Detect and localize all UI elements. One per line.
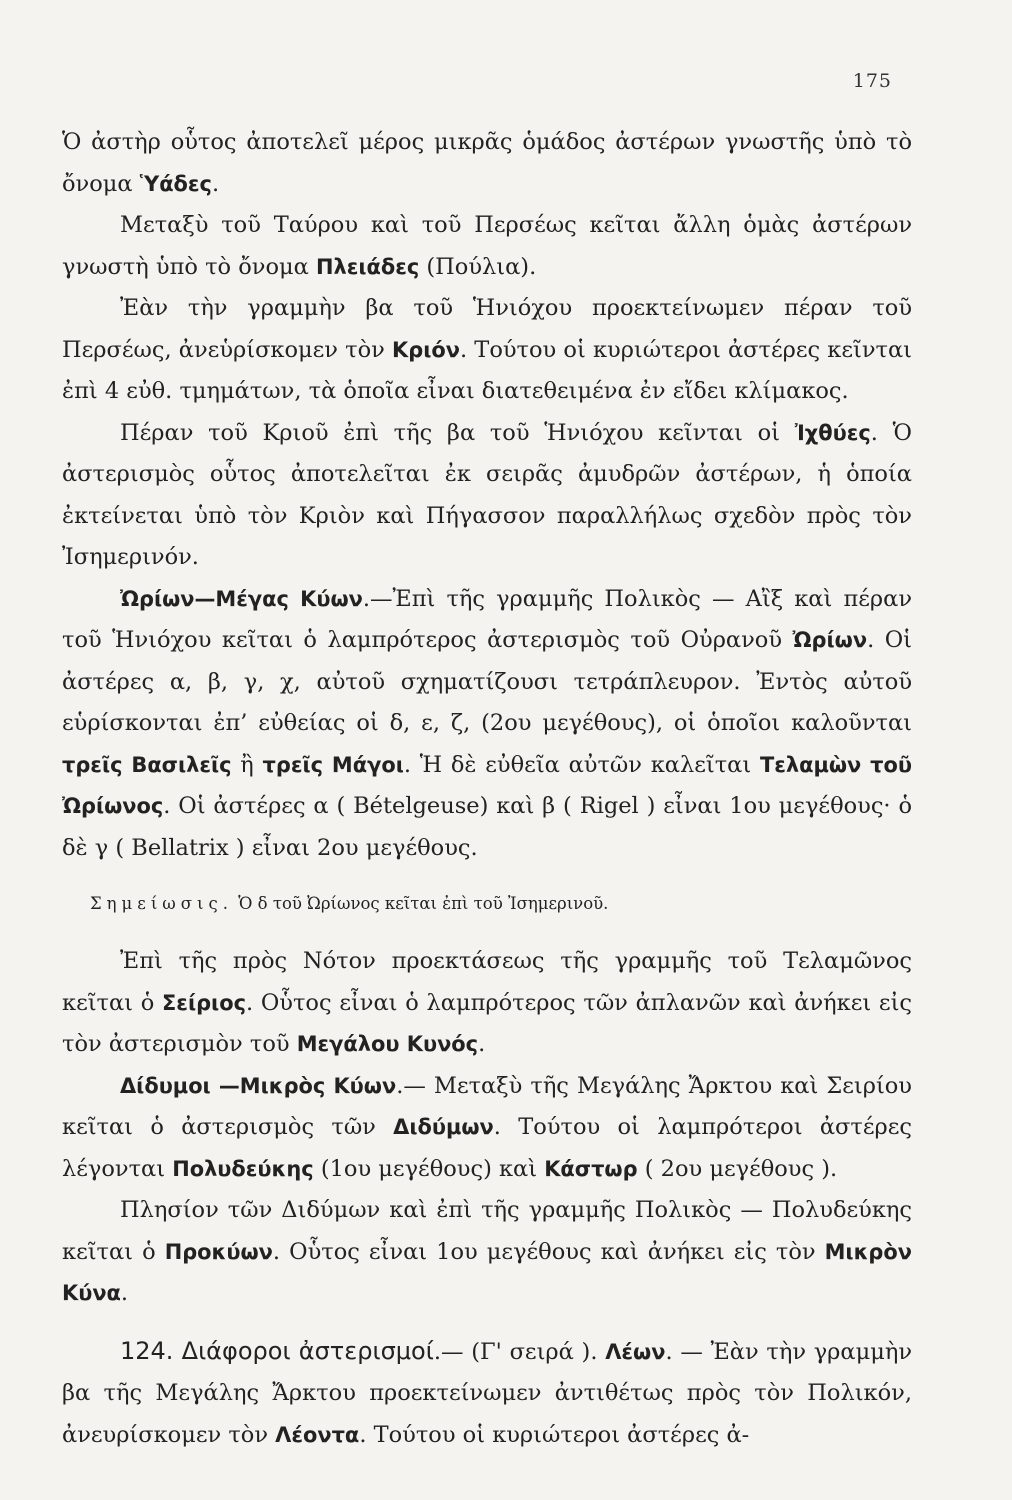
bold-term: Κάστωρ: [544, 1156, 638, 1181]
section-heading: 124. Διάφοροι ἀστερισμοί: [120, 1336, 434, 1365]
bold-term: Διδύμων: [393, 1115, 494, 1139]
text-run: . Οἱ ἀστέρες α, β, γ, χ, αὐτοῦ σχηματίζουσι τετράπλευρον. Ἐντὸς αὐτοῦ εὑρίσκονται ἐπ’ εὐθείας οἱ δ, ε, ζ, (2ου μεγέθους), οἱ ὁποῖοι καλοῦνται: [62, 627, 912, 736]
paragraph: [62, 941, 912, 1066]
bold-term: Πολυδεύκης: [172, 1156, 314, 1181]
text-run: . — Ἐὰν τὴν γραμμὴν βα τῆς Μεγάλης Ἄρκτου προεκτείνωμεν ἀντιθέτως πρὸς τὸν Πολικόν, ἀνευρίσκομεν τὸν: [62, 1338, 912, 1448]
bold-term: Μικρὸν Κύνα: [62, 1239, 912, 1305]
text-run: Μεταξὺ τοῦ Ταύρου καὶ τοῦ Περσέως κεῖται ἄλλη ὁμὰς ἀστέρων γνωστὴ ὑπὸ τὸ ὄνομα: [62, 212, 912, 280]
bold-term: Ὠρίων—Μέγας Κύων: [120, 586, 363, 611]
bold-term: τρεῖς Μάγοι: [262, 752, 404, 777]
bold-term: Κριόν: [392, 337, 460, 362]
bold-term: Πλειάδες: [315, 254, 420, 279]
bold-term: Δίδυμοι —Μικρὸς Κύων: [120, 1073, 397, 1098]
paragraph: [62, 122, 912, 205]
bold-term: Σείριος: [162, 990, 246, 1015]
text-run: Ὁ δ τοῦ Ὠρίωνος κεῖται ἐπὶ τοῦ Ἰσημερινοῦ.: [232, 894, 609, 913]
text-run: .—Ἐπὶ τῆς γραμμῆς Πολικὸς — Αἲξ καὶ πέραν τοῦ Ἡνιόχου κεῖται ὁ λαμπρότερος ἀστερισμὸς τοῦ Οὐρανοῦ: [62, 585, 912, 653]
paragraph: [62, 1331, 912, 1457]
text-run: . Τούτου οἱ κυριώτεροι ἀστέρες ἀ-: [359, 1421, 750, 1448]
bold-term: Λέοντα: [275, 1422, 360, 1447]
text-run: . Τούτου οἱ κυριώτεροι ἀστέρες κεῖνται ἐπὶ 4 εὐθ. τμημάτων, τὰ ὁποῖα εἶναι διατεθειμένα ἐν εἴδει κλίμακος.: [62, 336, 912, 404]
paragraph: [62, 413, 912, 579]
page-number: 175: [852, 70, 892, 92]
text-run: .: [478, 1031, 486, 1057]
text-run: (1ου μεγέθους) καὶ: [313, 1155, 545, 1182]
paragraph: [62, 1066, 912, 1191]
bold-term: τρεῖς Βασιλεῖς: [62, 752, 232, 777]
note-paragraph: [62, 889, 912, 919]
text-run: . Οὗτος εἶναι 1ου μεγέθους καὶ ἀνήκει εἰς τὸν: [272, 1238, 825, 1265]
bold-term: Ὠρίων: [792, 628, 868, 652]
text-run: Ἐὰν τὴν γραμμὴν βα τοῦ Ἡνιόχου προεκτείνωμεν πέραν τοῦ Περσέως, ἀνεὑρίσκομεν τὸν: [62, 295, 912, 363]
text-run: Πέραν τοῦ Κριοῦ ἐπὶ τῆς βα τοῦ Ἡνιόχου κεῖνται οἱ: [120, 419, 795, 446]
text-run: . Οἱ ἀστέρες α ( Bételgeuse) καὶ β ( Rigel ) εἶναι 1ου μεγέθους· ὁ δὲ γ ( Bellatrix ) εἶναι 2ου μεγέθους.: [62, 793, 912, 861]
paragraph: [62, 1190, 912, 1315]
body-text: [62, 122, 912, 1456]
text-run: ( 2ου μεγέθους ).: [637, 1155, 838, 1182]
text-run: Ἐπὶ τῆς πρὸς Νότον προεκτάσεως τῆς γραμμῆς τοῦ Τελαμῶνος κεῖται ὁ: [62, 948, 912, 1016]
bold-term: Τελαμὼν τοῦ Ὠρίωνος: [62, 752, 912, 818]
bold-term: Ὑάδες: [139, 171, 212, 196]
text-run: .— (Γ' σειρά ).: [433, 1338, 606, 1365]
bold-term: Ἰχθύες: [794, 420, 871, 445]
paragraph: [62, 205, 912, 288]
bold-term: Προκύων: [164, 1239, 273, 1264]
paragraph: [62, 288, 912, 413]
text-run: ἢ: [231, 751, 263, 778]
text-run: Ὁ ἀστὴρ οὗτος ἀποτελεῖ μέρος μικρᾶς ὁμάδος ἀστέρων γνωστῆς ὑπὸ τὸ ὄνομα: [62, 129, 912, 197]
text-run: .: [120, 1280, 129, 1306]
paragraph: [62, 579, 912, 870]
text-run: Πλησίον τῶν Διδύμων καὶ ἐπὶ τῆς γραμμῆς Πολικὸς — Πολυδεύκης κεῖται ὁ: [62, 1197, 912, 1265]
bold-term: Λέων: [605, 1339, 666, 1364]
text-run: .— Μεταξὺ τῆς Μεγάλης Ἄρκτου καὶ Σειρίου κεῖται ὁ ἀστερισμὸς τῶν: [62, 1072, 912, 1140]
text-run: . Οὗτος εἶναι ὁ λαμπρότερος τῶν ἀπλανῶν καὶ ἀνήκει εἰς τὸν ἀστερισμὸν τοῦ: [62, 989, 912, 1057]
text-run: (Πούλια).: [419, 253, 537, 280]
note-label: Σημείωσις.: [90, 894, 233, 913]
bold-term: Μεγάλου Κυνός: [296, 1032, 479, 1056]
text-run: . Τούτου οἱ λαμπρότεροι ἀστέρες λέγονται: [62, 1114, 912, 1182]
text-run: .: [211, 170, 220, 197]
text-run: . Ἡ δὲ εὐθεῖα αὐτῶν καλεῖται: [403, 751, 760, 778]
text-run: . Ὁ ἀστερισμὸς οὗτος ἀποτελεῖται ἐκ σειρᾶς ἀμυδρῶν ἀστέρων, ἡ ὁποία ἐκτείνεται ὑπὸ τὸν Κριὸν καὶ Πήγασσον παραλλήλως σχεδὸν πρὸς τὸν Ἰσημερινόν.: [62, 419, 913, 570]
